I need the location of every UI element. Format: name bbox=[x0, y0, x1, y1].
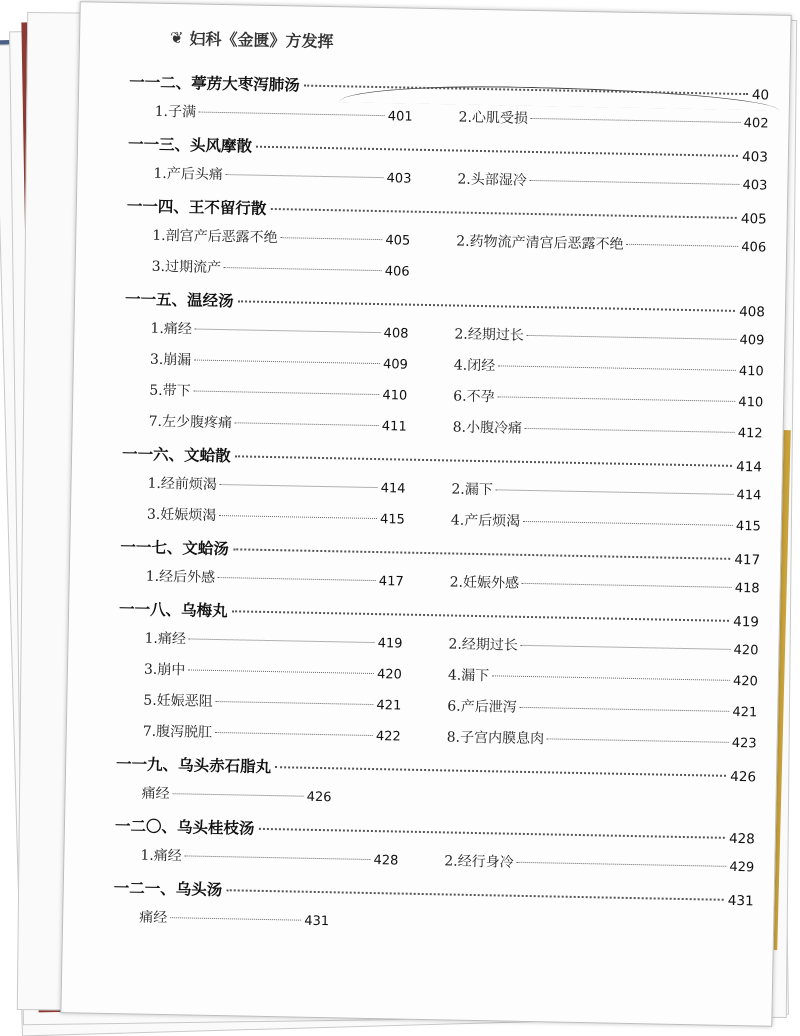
page-number: 406 bbox=[384, 264, 410, 280]
entry-label: 2.经期过长 bbox=[448, 636, 518, 654]
page-number: 431 bbox=[304, 913, 330, 930]
page-number: 412 bbox=[737, 425, 763, 442]
dot-leader bbox=[258, 828, 725, 839]
page-number: 426 bbox=[306, 789, 332, 806]
page-number: 401 bbox=[387, 109, 413, 125]
entry-label: 8.子宫内膜息肉 bbox=[446, 729, 545, 748]
section-title: 一一三、头风摩散 bbox=[127, 135, 253, 156]
table-of-contents bbox=[113, 69, 770, 949]
section-title: 一二一、乌头汤 bbox=[113, 879, 223, 900]
page-number: 429 bbox=[729, 859, 755, 876]
dot-leader bbox=[173, 793, 304, 797]
dot-leader bbox=[194, 391, 380, 396]
page-number: 422 bbox=[375, 729, 401, 745]
dot-leader bbox=[498, 365, 736, 371]
toc-entry[interactable] bbox=[147, 473, 406, 509]
entry-label: 5.妊娠恶阻 bbox=[143, 692, 213, 710]
toc-entry[interactable] bbox=[144, 628, 403, 664]
page-number: 414 bbox=[380, 481, 406, 497]
toc-entry[interactable] bbox=[150, 318, 409, 354]
dot-leader bbox=[216, 701, 374, 705]
page-number: 410 bbox=[738, 363, 764, 380]
dot-leader bbox=[304, 85, 748, 96]
dot-leader bbox=[238, 300, 736, 312]
page-number: 414 bbox=[736, 458, 763, 476]
toc-entry[interactable] bbox=[153, 163, 412, 199]
page-number: 428 bbox=[728, 830, 755, 848]
entry-label: 2.妊娠外感 bbox=[449, 574, 520, 592]
page-number: 405 bbox=[740, 210, 767, 228]
page-number: 408 bbox=[383, 326, 409, 342]
dot-leader bbox=[492, 675, 730, 681]
page-number: 419 bbox=[733, 613, 760, 631]
page-number: 40 bbox=[751, 87, 770, 104]
entry-label: 5.带下 bbox=[149, 382, 191, 400]
section-title: 一一五、温经汤 bbox=[124, 290, 234, 311]
dot-leader bbox=[224, 267, 382, 271]
toc-entry[interactable] bbox=[151, 256, 410, 292]
section-title: 一一六、文蛤散 bbox=[121, 445, 231, 466]
entry-label: 2.药物流产清宫后恶露不绝 bbox=[456, 233, 624, 253]
dot-leader bbox=[270, 208, 737, 219]
dot-leader bbox=[523, 521, 733, 526]
entry-label: 4.漏下 bbox=[447, 667, 490, 685]
dot-leader bbox=[226, 174, 384, 178]
page-number: 409 bbox=[382, 357, 408, 373]
section-title: 一一七、文蛤汤 bbox=[120, 538, 229, 559]
section-title: 一一九、乌头赤石脂丸 bbox=[115, 755, 272, 777]
page-number: 417 bbox=[378, 574, 404, 590]
section-title: 一一八、乌梅丸 bbox=[118, 600, 228, 621]
entry-label: 3.崩中 bbox=[143, 661, 186, 679]
dot-leader bbox=[530, 180, 740, 185]
toc-section bbox=[127, 132, 768, 205]
entry-label: 1.经后外感 bbox=[145, 568, 216, 586]
dot-leader bbox=[195, 329, 381, 334]
section-entries bbox=[116, 627, 758, 763]
toc-entry[interactable] bbox=[140, 845, 399, 881]
page-number: 419 bbox=[377, 636, 403, 652]
page-number: 431 bbox=[727, 892, 754, 910]
dot-leader bbox=[218, 577, 376, 581]
entry-label: 4.产后烦渴 bbox=[450, 512, 521, 530]
page-number: 423 bbox=[731, 735, 757, 752]
page-number: 402 bbox=[743, 116, 769, 132]
page-number: 417 bbox=[734, 551, 761, 569]
section-title: 一一二、葶苈大枣泻肺汤 bbox=[129, 73, 300, 95]
dot-leader bbox=[185, 855, 371, 860]
toc-section bbox=[116, 597, 759, 763]
page-number: 418 bbox=[734, 580, 760, 597]
page-number: 409 bbox=[739, 332, 765, 349]
dot-leader bbox=[233, 548, 731, 560]
page-number: 403 bbox=[741, 149, 769, 166]
dot-leader bbox=[496, 489, 734, 495]
page-number: 411 bbox=[381, 419, 407, 435]
entry-label: 2.头部湿冷 bbox=[457, 171, 527, 189]
dot-leader bbox=[188, 669, 374, 674]
entry-label: 1.痛经 bbox=[150, 320, 193, 338]
entry-label: 1.剖宫产后恶露不绝 bbox=[152, 227, 278, 247]
entry-label: 1.产后头痛 bbox=[153, 165, 223, 184]
entry-label: 痛经 bbox=[141, 785, 170, 803]
dot-leader bbox=[531, 118, 741, 123]
dot-leader bbox=[525, 428, 735, 433]
page-number: 414 bbox=[736, 487, 762, 504]
dot-leader bbox=[235, 455, 733, 467]
toc-section bbox=[114, 814, 755, 887]
dot-leader bbox=[232, 610, 730, 622]
toc-entry[interactable] bbox=[141, 783, 332, 818]
section-title: 一二〇、乌头桂枝汤 bbox=[114, 817, 255, 838]
entry-label: 3.妊娠烦渴 bbox=[146, 506, 217, 524]
running-header bbox=[170, 26, 334, 52]
dot-leader bbox=[281, 237, 383, 240]
page-number: 420 bbox=[732, 673, 758, 690]
toc-entry[interactable] bbox=[143, 690, 402, 726]
toc-entry[interactable] bbox=[142, 721, 401, 757]
entry-label: 1.痛经 bbox=[144, 630, 187, 648]
page-number: 420 bbox=[733, 642, 759, 659]
entry-label: 4.闭经 bbox=[453, 357, 496, 375]
dot-leader bbox=[547, 738, 729, 742]
page-number: 426 bbox=[730, 768, 757, 786]
toc-entry[interactable] bbox=[154, 101, 413, 137]
section-entries bbox=[121, 472, 762, 546]
toc-section bbox=[128, 70, 769, 143]
book-title: 妇科《金匮》方发挥 bbox=[189, 29, 334, 52]
toc-entry[interactable] bbox=[147, 504, 406, 540]
entry-label: 6.产后泄泻 bbox=[447, 698, 517, 716]
dot-leader bbox=[199, 112, 385, 117]
entry-label: 3.过期流产 bbox=[151, 258, 222, 277]
toc-entry[interactable] bbox=[139, 907, 330, 942]
dot-leader bbox=[215, 732, 373, 736]
toc-entry[interactable] bbox=[144, 659, 403, 695]
page-number: 405 bbox=[385, 233, 411, 249]
entry-label: 7.左少腹疼痛 bbox=[148, 413, 233, 432]
page-number: 403 bbox=[386, 171, 412, 187]
page-number: 421 bbox=[376, 698, 402, 714]
dot-leader bbox=[527, 335, 737, 340]
toc-section bbox=[113, 876, 754, 949]
entry-label: 7.腹泻脱肛 bbox=[142, 723, 213, 741]
toc-page bbox=[60, 1, 791, 1026]
page-number: 403 bbox=[742, 178, 768, 194]
toc-section bbox=[122, 287, 765, 453]
dot-leader bbox=[521, 645, 731, 650]
page-number: 410 bbox=[738, 394, 764, 411]
dot-leader bbox=[219, 515, 377, 519]
toc-entry[interactable] bbox=[150, 349, 409, 385]
entry-label: 2.漏下 bbox=[451, 481, 493, 499]
page-number: 420 bbox=[376, 667, 403, 683]
page-number: 428 bbox=[373, 853, 399, 869]
dot-leader bbox=[256, 146, 738, 157]
dot-leader bbox=[522, 583, 732, 588]
entry-label: 6.不孕 bbox=[453, 388, 495, 406]
page-number: 415 bbox=[379, 512, 406, 528]
dot-leader bbox=[517, 862, 727, 867]
toc-section bbox=[115, 752, 756, 825]
section-title: 一一四、王不留行散 bbox=[126, 197, 267, 218]
toc-entry[interactable] bbox=[152, 225, 411, 261]
entry-label: 痛经 bbox=[139, 909, 168, 927]
entry-label: 1.痛经 bbox=[140, 847, 182, 865]
dot-leader bbox=[520, 707, 730, 712]
page-number: 410 bbox=[382, 388, 408, 404]
entry-label: 8.小腹冷痛 bbox=[452, 419, 523, 437]
dot-leader bbox=[220, 484, 378, 488]
section-entries bbox=[125, 224, 766, 298]
toc-entry[interactable] bbox=[148, 411, 407, 447]
page-number: 406 bbox=[741, 240, 767, 256]
entry-label: 1.经前烦渴 bbox=[147, 475, 218, 493]
toc-section bbox=[119, 535, 760, 608]
dot-leader bbox=[194, 360, 380, 365]
leaf-icon: ❦ bbox=[169, 28, 184, 48]
toc-section bbox=[121, 442, 763, 546]
entry-label: 3.崩漏 bbox=[149, 351, 192, 369]
entry-label: 2.经期过长 bbox=[454, 326, 524, 344]
page-number: 415 bbox=[735, 518, 761, 535]
dot-leader bbox=[627, 244, 739, 247]
page-number: 421 bbox=[732, 704, 758, 721]
toc-entry[interactable] bbox=[149, 380, 408, 416]
section-entries bbox=[122, 317, 764, 453]
entry-label: 2.心肌受损 bbox=[458, 109, 529, 127]
dot-leader bbox=[189, 638, 375, 643]
dot-leader bbox=[170, 917, 301, 921]
entry-label: 1.子满 bbox=[154, 103, 197, 121]
toc-entry[interactable] bbox=[145, 566, 404, 602]
dot-leader bbox=[498, 396, 736, 402]
dot-leader bbox=[235, 422, 379, 426]
page-number: 408 bbox=[739, 303, 766, 321]
dot-leader bbox=[226, 889, 724, 901]
dot-leader bbox=[275, 766, 726, 777]
toc-section bbox=[125, 194, 767, 298]
entry-label: 2.经行身冷 bbox=[444, 853, 514, 871]
